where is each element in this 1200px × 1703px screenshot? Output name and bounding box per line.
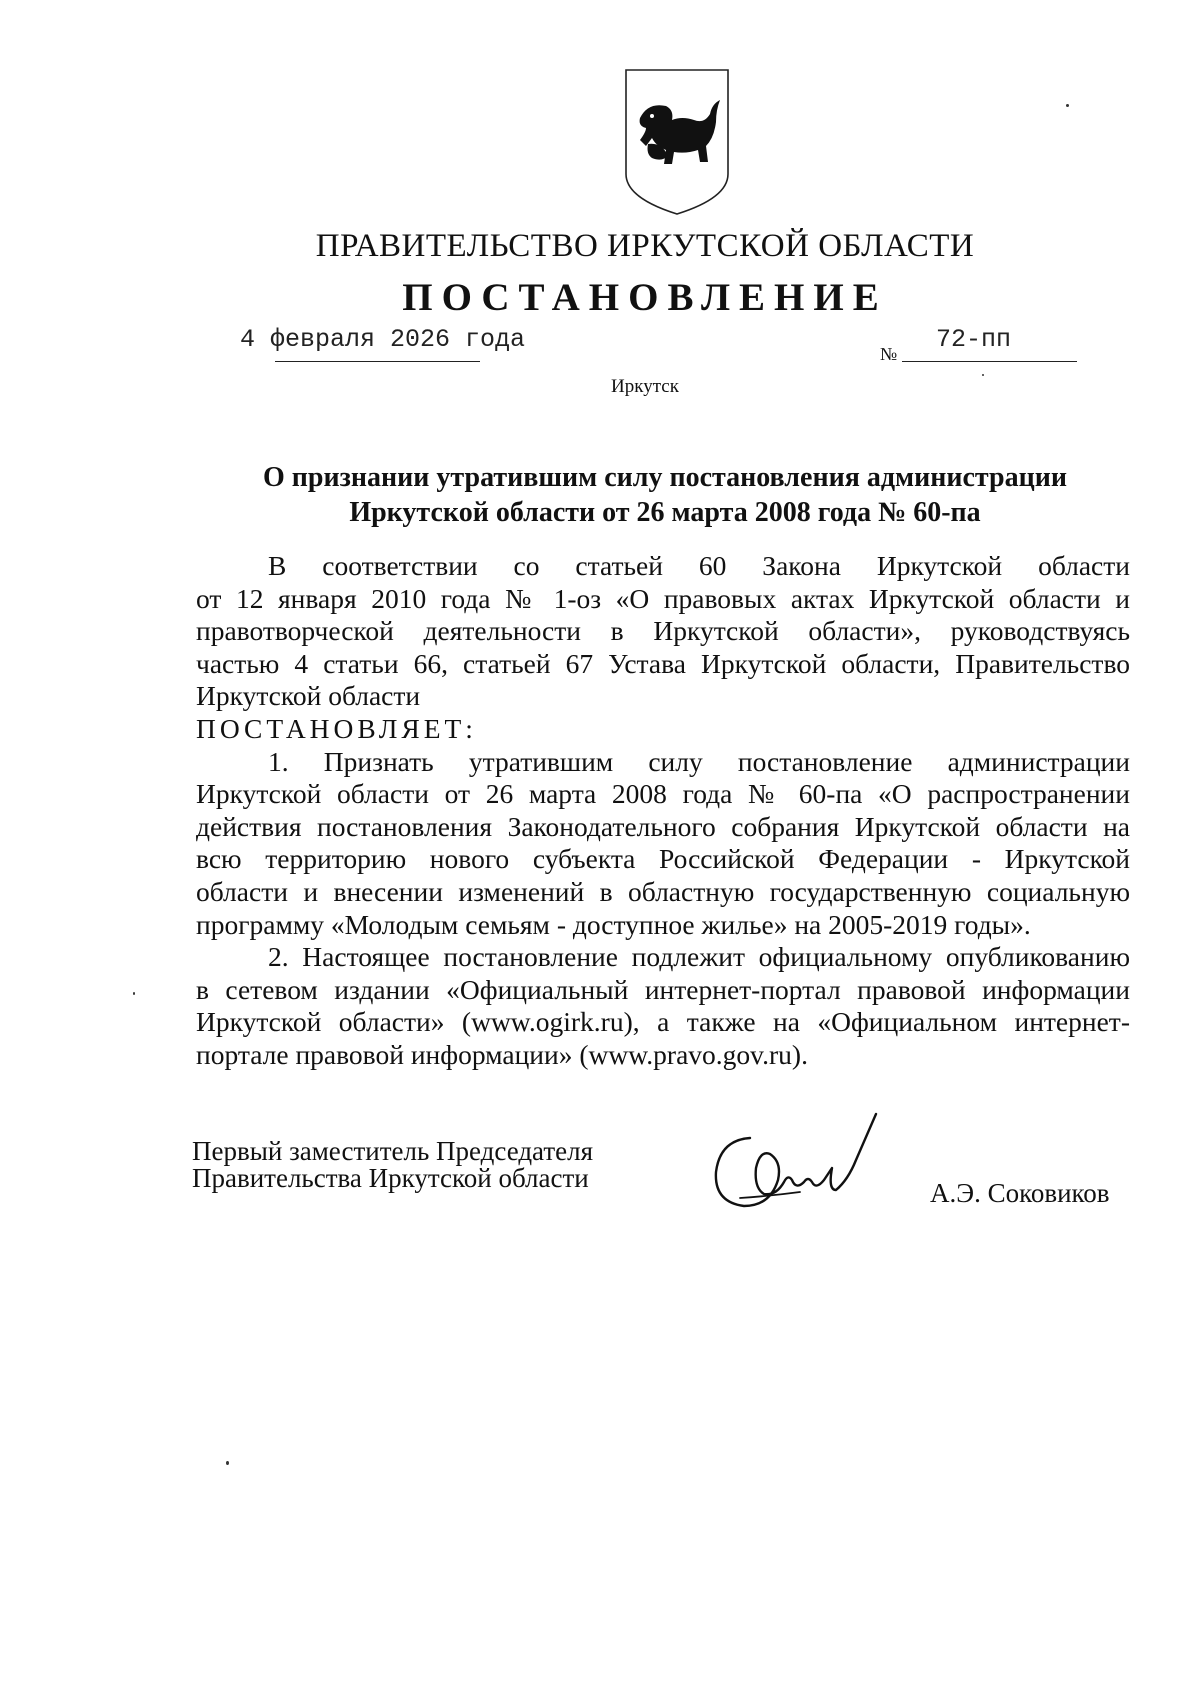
number-underline [902,361,1077,362]
scan-speck [133,992,135,995]
body-line: 2. Настоящее постановление подлежит официальному опубликованию [268,941,1130,973]
date-underline [275,361,480,362]
document-date: 4 февраля 2026 года [240,325,526,354]
heading-line: Иркутской области от 26 марта 2008 года № 60-па [349,497,981,528]
body-line: частью 4 статьи 66, статьей 67 Устава Иркутской области, Правительство [196,647,1130,679]
body-line: правотворческой деятельности в Иркутской области», руководствуясь [196,615,1130,647]
document-number: 72-пп [936,325,1012,354]
signer-title-line: Правительства Иркутской области [192,1163,589,1193]
signer-name: А.Э. Соковиков [930,1178,1110,1208]
number-sign: № [880,344,898,364]
body-line: области и внесении изменений в областную государственную социальную [196,875,1130,907]
body-line: В соответствии со статьей 60 Закона Иркутской области [268,550,1130,581]
body-line: в сетевом издании «Официальный интернет-портал правовой информации [196,973,1130,1005]
city: Иркутск [611,376,679,397]
document-type: ПОСТАНОВЛЕНИЕ [402,276,888,319]
resolves-word: ПОСТАНОВЛЯЕТ: [196,712,477,744]
body-line: портале правовой информации» (www.pravo.gov.ru). [196,1038,808,1070]
body-line: 1. Признать утратившим силу постановление администрации [268,745,1130,777]
scan-speck [1066,104,1069,107]
heading-line: О признании утратившим силу постановления администрации [263,462,1067,493]
body-line: Иркутской области от 26 марта 2008 года № 60-па «О распространении [196,778,1130,810]
handwritten-signature-icon [700,1110,920,1225]
government-title: ПРАВИТЕЛЬСТВО ИРКУТСКОЙ ОБЛАСТИ [315,228,975,264]
body-line: программу «Молодым семьям - доступное жилье» на 2005-2019 годы». [196,908,1031,940]
document-body [196,550,1130,1072]
body-line: действия постановления Законодательного собрания Иркутской области на [196,810,1130,842]
document-heading [200,460,1130,530]
body-line: от 12 января 2010 года № 1-оз «О правовых актах Иркутской области и [196,582,1130,614]
body-line: всю территорию нового субъекта Российской Федерации - Иркутской [196,843,1130,875]
scan-speck [226,1461,229,1465]
signer-title [192,1138,593,1192]
scan-speck [982,374,984,376]
signer-title-line: Первый заместитель Председателя [192,1136,594,1166]
coat-of-arms-icon [622,66,732,216]
body-line: Иркутской области» (www.ogirk.ru), а также на «Официальном интернет- [196,1006,1130,1038]
body-line: Иркутской области [196,680,421,712]
